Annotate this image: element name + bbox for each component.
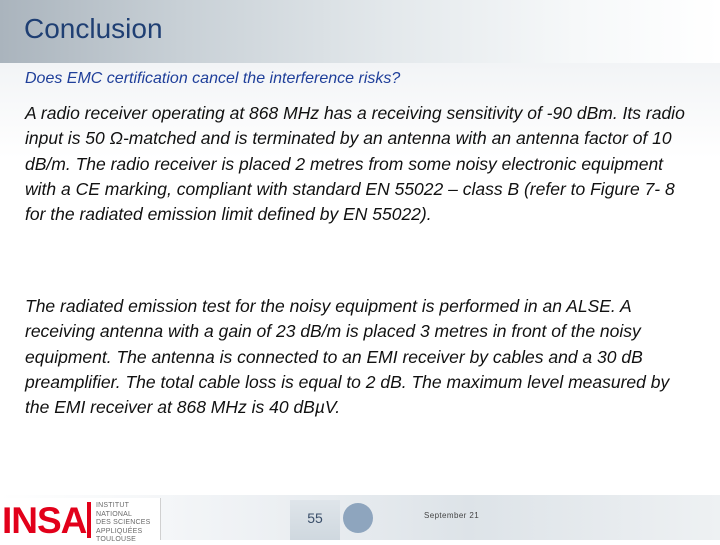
- logo-institution-text: [96, 502, 160, 545]
- insa-logo-wordmark: INSA: [2, 500, 87, 541]
- footer-date: September 21: [424, 511, 480, 520]
- slide-subtitle: Does EMC certification cancel the interference risks?: [25, 70, 401, 87]
- logo-line: APPLIQUÉES: [96, 527, 143, 535]
- logo-line: TOULOUSE: [96, 536, 136, 544]
- slide-title: Conclusion: [24, 13, 163, 44]
- page-number: 55: [307, 510, 323, 526]
- logo-divider: [87, 502, 91, 538]
- decorative-circle-icon: [343, 503, 373, 533]
- logo-line: DES SCIENCES: [96, 519, 151, 527]
- paragraph-emission-test: The radiated emission test for the noisy equipment is performed in an ALSE. A receiving antenna with a gain of 23 dB/m is placed 3 metres in front of the noisy equipment. The antenna is connected to an EMI receiver by cables and a 30 dB preamplifier. The total cable loss is equal to 2 dB. The maximum level measured by the EMI receiver at 868 MHz is 40 dBµV.: [25, 296, 670, 418]
- logo-line: INSTITUT NATIONAL: [96, 502, 133, 518]
- paragraph-receiver: A radio receiver operating at 868 MHz has a receiving sensitivity of -90 dBm. Its radio input is 50 Ω-matched and is terminated by an antenna with an antenna factor of 10 dB/m. The radio receiver is placed 2 metres from some noisy electronic equipment with a CE marking, compliant with standard EN 55022 – class B (refer to Figure 7- 8 for the radiated emission limit defined by EN 55022).: [25, 103, 685, 225]
- insa-logo: [0, 498, 161, 544]
